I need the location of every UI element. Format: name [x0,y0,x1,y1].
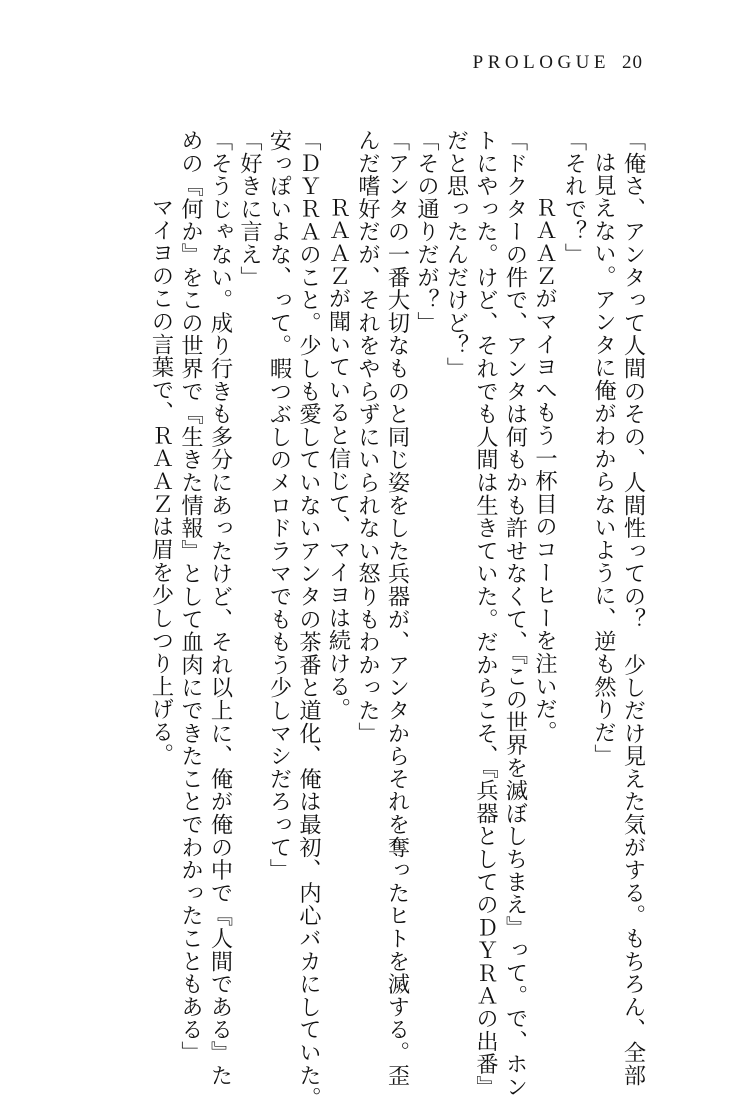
text-line: 「それで？」 [561,129,587,266]
text-line: 安っぽいよな、って。暇つぶしのメロドラマでももう少しマシだろって」 [266,129,292,882]
text-line: 「そうじゃない。成り行きも多分にあったけど、それ以上に、俺が俺の中で『人間である』た [207,129,233,1087]
text-line: トにやった。けど、それでも人間は生きていた。だからこそ、『兵器としてのＤＹＲＡの出番』 [472,129,499,1099]
body-text [146,129,648,1109]
text-line: めの『何か』をこの世界で『生きた情報』として血肉にできたことでわかったこともある」 [177,129,204,1064]
chapter-title: PROLOGUE [472,52,610,73]
text-line: マイヨのこの言葉で、ＲＡＡＺは眉を少しつり上げる。 [148,195,174,766]
text-line: だと思ったんだけど？」 [443,129,469,380]
text-line: は見えない。アンタに俺がわからないように、逆も然りだ」 [590,151,617,767]
text-line: んだ嗜好だが、それをやらずにいられない怒りもわかった」 [354,129,381,745]
text-line: 「アンタの一番大切なものと同じ姿をした兵器が、アンタからそれを奪ったヒトを滅する。歪 [384,129,410,1087]
running-head [473,52,643,74]
text-line: 「ドクターの件で、アンタは何もかも許せなくて、『この世界を滅ぼしちまえ』って。で、ホン [502,129,528,1099]
text-line: 「俺さ、アンタって人間のその、人間性っての？ 少しだけ見えた気がする。もちろん、全部 [620,129,646,1087]
text-line: ＲＡＡＺがマイヨへもう一杯目のコーヒーを注いだ。 [531,195,558,743]
page-number: 20 [622,52,643,73]
text-line: 「ＤＹＲＡのこと。少しも愛していないアンタの茶番と道化、俺は最初、内心バカにしていた。 [295,129,322,1109]
text-line: 「その通りだが？」 [413,129,440,335]
text-line: ＲＡＡＺが聞いていると信じて、マイヨは続ける。 [325,195,351,720]
text-line: 「好きに言え」 [236,129,263,289]
